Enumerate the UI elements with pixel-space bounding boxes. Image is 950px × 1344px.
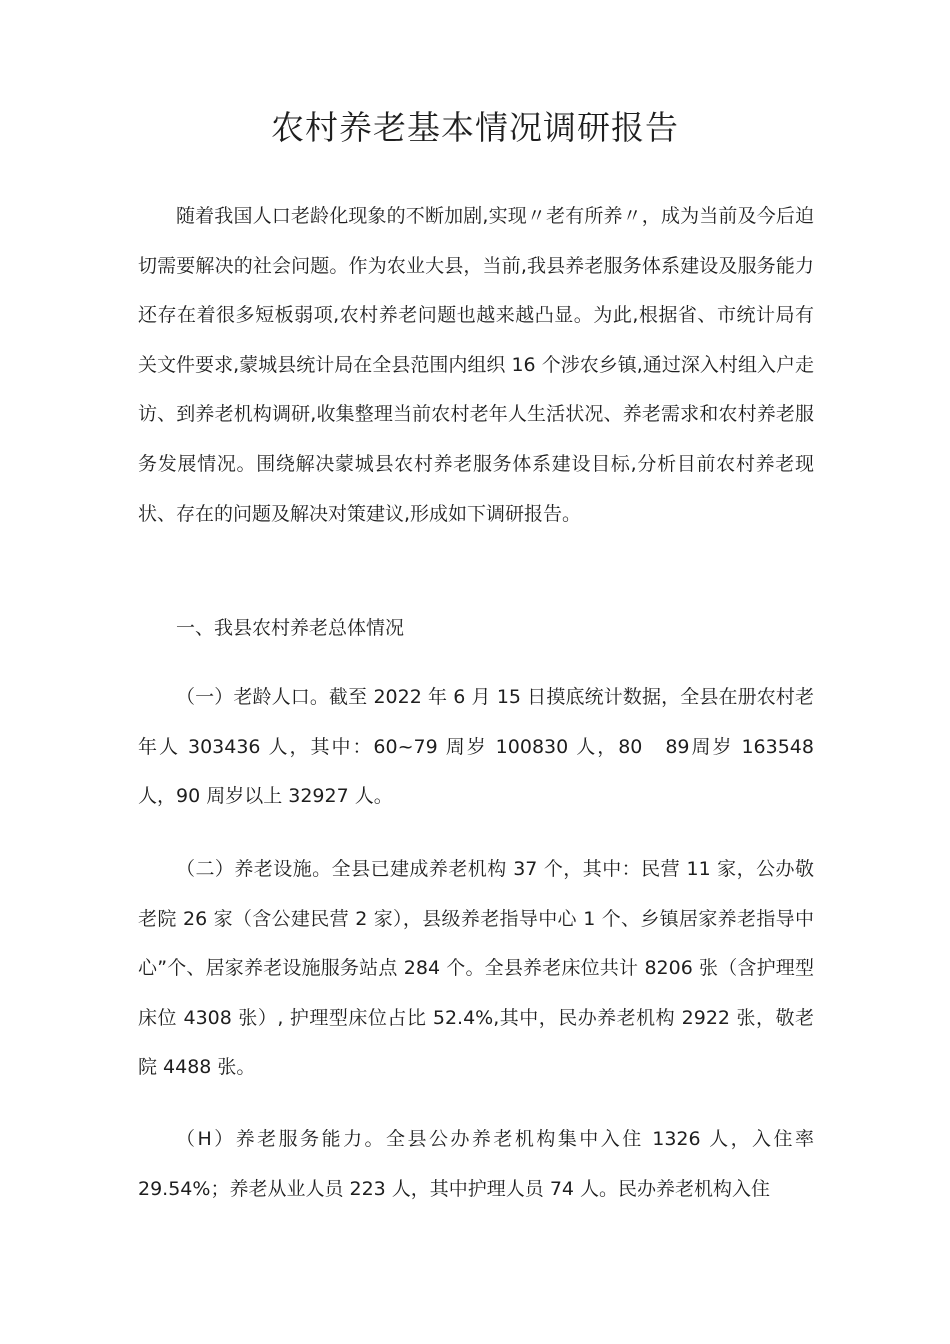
paragraph-elderly-population: （一）老龄人口。截至 2022 年 6 月 15 日摸底统计数据，全县在册农村老年人 303436 人，其中：60~79 周岁 100830 人，80 89周岁 163548 人，90 周岁以上 32927 人。 — [138, 686, 814, 808]
paragraph-facilities: （二）养老设施。全县已建成养老机构 37 个，其中：民营 11 家，公办敬老院 26 家（含公建民营 2 家），县级养老指导中心 1 个、乡镇居家养老指导中心”个、居家养老设施服务站点 284 个。全县养老床位共计 8206 张（含护理型床位 4308 张）, 护理型床位占比 52.4%,其中，民办养老机构 2922 张，敬老院 4488 张。 — [138, 858, 814, 1079]
document-title: 农村养老基本情况调研报告 — [271, 108, 679, 147]
paragraph-service-capacity: （H）养老服务能力。全县公办养老机构集中入住 1326 人，入住率 29.54%；养老从业人员 223 人，其中护理人员 74 人。民办养老机构入住 — [138, 1128, 814, 1200]
intro-paragraph: 随着我国人口老龄化现象的不断加剧,实现〃老有所养〃，成为当前及今后迫切需要解决的社会问题。作为农业大县，当前,我县养老服务体系建设及服务能力还存在着很多短板弱项,农村养老问题也越来越凸显。为此,根据省、市统计局有关文件要求,蒙城县统计局在全县范围内组织 16 个涉农乡镇,通过深入村组入户走访、到养老机构调研,收集整理当前农村老年人生活状况、养老需求和农村养老服务发展情况。围绕解决蒙城县农村养老服务体系建设目标,分析目前农村养老现状、存在的问题及解决对策建议,形成如下调研报告。 — [138, 205, 814, 525]
section-heading: 一、我县农村养老总体情况 — [176, 617, 405, 639]
